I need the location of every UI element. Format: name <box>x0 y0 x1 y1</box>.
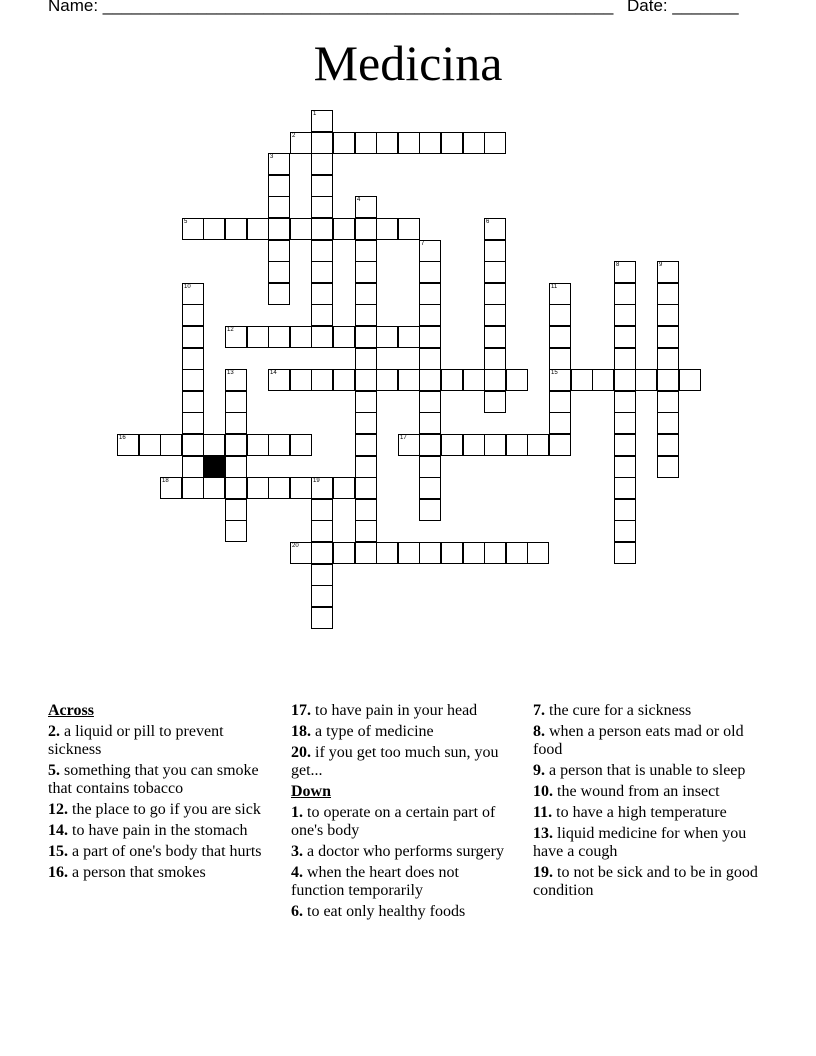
clue-number-label: 1. <box>291 804 303 821</box>
grid-cell[interactable] <box>311 132 333 154</box>
clue-number-label: 16. <box>48 864 68 881</box>
grid-cell[interactable] <box>311 283 333 305</box>
grid-cell[interactable] <box>290 218 312 240</box>
clue-text: when the heart does not function temporarily <box>291 864 459 899</box>
grid-cell[interactable] <box>614 412 636 434</box>
grid-cell[interactable] <box>614 261 636 283</box>
grid-cell[interactable] <box>311 218 333 240</box>
clue-number: 16 <box>119 435 126 441</box>
clue-number: 9 <box>659 262 663 268</box>
grid-cell[interactable] <box>268 369 290 391</box>
grid-cell[interactable] <box>117 434 139 456</box>
grid-cell[interactable] <box>614 456 636 478</box>
grid-cell[interactable] <box>549 304 571 326</box>
grid-cell[interactable] <box>463 542 485 564</box>
grid-cell[interactable] <box>268 283 290 305</box>
grid-cell[interactable] <box>419 477 441 499</box>
grid-cell[interactable] <box>376 369 398 391</box>
clue-item <box>533 783 763 801</box>
grid-cell[interactable] <box>398 434 420 456</box>
grid-cell[interactable] <box>484 369 506 391</box>
grid-cell[interactable] <box>182 391 204 413</box>
grid-cell[interactable] <box>484 434 506 456</box>
grid-cell[interactable] <box>225 412 247 434</box>
grid-cell[interactable] <box>484 326 506 348</box>
grid-cell[interactable] <box>355 283 377 305</box>
grid-cell[interactable] <box>614 477 636 499</box>
grid-cell[interactable] <box>182 412 204 434</box>
grid-cell[interactable] <box>657 326 679 348</box>
grid-cell[interactable] <box>571 369 593 391</box>
grid-cell[interactable] <box>182 283 204 305</box>
clue-number-label: 2. <box>48 723 60 740</box>
grid-cell[interactable] <box>355 456 377 478</box>
clue-number-label: 5. <box>48 762 60 779</box>
clue-item <box>48 822 273 840</box>
grid-cell[interactable] <box>419 542 441 564</box>
grid-cell[interactable] <box>203 434 225 456</box>
grid-cell[interactable] <box>506 369 528 391</box>
grid-cell[interactable] <box>247 434 269 456</box>
grid-cell[interactable] <box>527 542 549 564</box>
grid-cell[interactable] <box>419 412 441 434</box>
grid-cell[interactable] <box>657 412 679 434</box>
clue-number: 17 <box>400 435 407 441</box>
grid-cell[interactable] <box>355 348 377 370</box>
grid-cell[interactable] <box>419 391 441 413</box>
grid-cell[interactable] <box>355 132 377 154</box>
clue-text: something that you can smoke that contains tobacco <box>48 762 259 797</box>
grid-cell[interactable] <box>549 434 571 456</box>
grid-cell[interactable] <box>419 326 441 348</box>
grid-cell[interactable] <box>484 348 506 370</box>
clue-text: to have a high temperature <box>552 804 727 821</box>
grid-cell[interactable] <box>441 542 463 564</box>
clue-number: 11 <box>551 284 558 290</box>
grid-cell[interactable] <box>376 542 398 564</box>
clue-text: to not be sick and to be in good condition <box>533 864 758 899</box>
clue-item <box>48 801 273 819</box>
grid-cell[interactable] <box>311 607 333 629</box>
clue-number-label: 8. <box>533 723 545 740</box>
grid-cell[interactable] <box>614 391 636 413</box>
grid-cell[interactable] <box>311 477 333 499</box>
grid-cell[interactable] <box>506 542 528 564</box>
grid-cell[interactable] <box>311 175 333 197</box>
clue-number-label: 9. <box>533 762 545 779</box>
grid-cell[interactable] <box>182 326 204 348</box>
grid-cell[interactable] <box>419 434 441 456</box>
clue-item <box>291 723 516 741</box>
grid-cell[interactable] <box>419 283 441 305</box>
clue-number-label: 10. <box>533 783 553 800</box>
grid-cell[interactable] <box>657 434 679 456</box>
clue-number: 6 <box>486 219 490 225</box>
clue-number-label: 6. <box>291 903 303 920</box>
clue-number: 10 <box>184 284 191 290</box>
grid-cell[interactable] <box>311 499 333 521</box>
grid-cell[interactable] <box>419 304 441 326</box>
grid-cell[interactable] <box>376 132 398 154</box>
grid-cell[interactable] <box>419 456 441 478</box>
grid-cell[interactable] <box>225 456 247 478</box>
grid-cell[interactable] <box>419 261 441 283</box>
grid-cell[interactable] <box>355 542 377 564</box>
grid-cell[interactable] <box>290 132 312 154</box>
grid-cell[interactable] <box>182 434 204 456</box>
grid-cell[interactable] <box>419 132 441 154</box>
grid-cell[interactable] <box>614 304 636 326</box>
grid-cell[interactable] <box>355 520 377 542</box>
grid-cell[interactable] <box>441 434 463 456</box>
grid-cell[interactable] <box>225 520 247 542</box>
grid-cell[interactable] <box>333 542 355 564</box>
clue-text: to operate on a certain part of one's body <box>291 804 496 839</box>
grid-cell[interactable] <box>182 369 204 391</box>
grid-cell[interactable] <box>614 542 636 564</box>
grid-cell[interactable] <box>549 391 571 413</box>
grid-cell[interactable] <box>657 391 679 413</box>
grid-cell[interactable] <box>484 218 506 240</box>
clue-text: a doctor who performs surgery <box>303 843 504 860</box>
grid-cell[interactable] <box>268 175 290 197</box>
grid-cell[interactable] <box>311 153 333 175</box>
grid-cell[interactable] <box>290 542 312 564</box>
grid-cell[interactable] <box>398 542 420 564</box>
clue-number-label: 4. <box>291 864 303 881</box>
grid-cell[interactable] <box>225 218 247 240</box>
grid-cell[interactable] <box>247 477 269 499</box>
grid-cell[interactable] <box>290 434 312 456</box>
grid-cell[interactable] <box>268 218 290 240</box>
clue-number-label: 20. <box>291 744 311 761</box>
black-cell <box>203 456 225 478</box>
clue-item <box>533 864 763 900</box>
grid-cell[interactable] <box>268 326 290 348</box>
grid-cell[interactable] <box>355 261 377 283</box>
grid-cell[interactable] <box>419 348 441 370</box>
clue-text: a part of one's body that hurts <box>68 843 262 860</box>
clue-number: 7 <box>421 241 425 247</box>
grid-cell[interactable] <box>419 369 441 391</box>
grid-cell[interactable] <box>333 369 355 391</box>
grid-cell[interactable] <box>311 585 333 607</box>
clue-number: 15 <box>551 370 558 376</box>
grid-cell[interactable] <box>398 132 420 154</box>
clue-number-label: 7. <box>533 702 545 719</box>
grid-cell[interactable] <box>290 477 312 499</box>
clue-text: to have pain in the stomach <box>68 822 248 839</box>
clue-text: a person that is unable to sleep <box>545 762 746 779</box>
grid-cell[interactable] <box>139 434 161 456</box>
grid-cell[interactable] <box>506 434 528 456</box>
grid-cell[interactable] <box>398 369 420 391</box>
grid-cell[interactable] <box>549 348 571 370</box>
grid-cell[interactable] <box>311 240 333 262</box>
grid-cell[interactable] <box>311 304 333 326</box>
grid-cell[interactable] <box>311 110 333 132</box>
grid-cell[interactable] <box>268 261 290 283</box>
clue-item <box>533 825 763 861</box>
grid-cell[interactable] <box>182 304 204 326</box>
grid-cell[interactable] <box>182 477 204 499</box>
clue-number: 13 <box>227 370 234 376</box>
grid-cell[interactable] <box>311 326 333 348</box>
puzzle-title: Medicina <box>313 35 503 91</box>
clue-text: the place to go if you are sick <box>68 801 261 818</box>
grid-cell[interactable] <box>614 369 636 391</box>
clue-text: a person that smokes <box>68 864 206 881</box>
clue-number-label: 3. <box>291 843 303 860</box>
clue-item <box>291 804 516 840</box>
grid-cell[interactable] <box>225 326 247 348</box>
grid-cell[interactable] <box>225 434 247 456</box>
clue-text: liquid medicine for when you have a cough <box>533 825 747 860</box>
clue-item <box>291 702 516 720</box>
grid-cell[interactable] <box>614 520 636 542</box>
grid-cell[interactable] <box>419 499 441 521</box>
clue-number-label: 17. <box>291 702 311 719</box>
clue-number: 2 <box>292 133 296 139</box>
grid-cell[interactable] <box>463 434 485 456</box>
grid-cell[interactable] <box>182 218 204 240</box>
grid-cell[interactable] <box>355 477 377 499</box>
grid-cell[interactable] <box>355 369 377 391</box>
grid-cell[interactable] <box>355 240 377 262</box>
grid-cell[interactable] <box>614 434 636 456</box>
grid-cell[interactable] <box>333 326 355 348</box>
grid-cell[interactable] <box>247 326 269 348</box>
grid-cell[interactable] <box>679 369 701 391</box>
grid-cell[interactable] <box>441 369 463 391</box>
grid-cell[interactable] <box>311 564 333 586</box>
clue-number-label: 12. <box>48 801 68 818</box>
grid-cell[interactable] <box>355 218 377 240</box>
clue-number-label: 14. <box>48 822 68 839</box>
grid-cell[interactable] <box>657 456 679 478</box>
grid-cell[interactable] <box>311 520 333 542</box>
grid-cell[interactable] <box>203 218 225 240</box>
clue-number: 1 <box>313 111 317 117</box>
grid-cell[interactable] <box>355 391 377 413</box>
grid-cell[interactable] <box>333 477 355 499</box>
grid-cell[interactable] <box>268 153 290 175</box>
clue-item <box>533 723 763 759</box>
grid-cell[interactable] <box>657 261 679 283</box>
clue-column-3 <box>533 702 763 903</box>
grid-cell[interactable] <box>657 283 679 305</box>
grid-cell[interactable] <box>268 240 290 262</box>
grid-cell[interactable] <box>549 412 571 434</box>
down-heading: Down <box>291 783 332 800</box>
clue-text: the wound from an insect <box>553 783 720 800</box>
grid-cell[interactable] <box>311 261 333 283</box>
clue-item <box>533 804 763 822</box>
grid-cell[interactable] <box>376 326 398 348</box>
grid-cell[interactable] <box>419 240 441 262</box>
clue-number: 19 <box>313 478 320 484</box>
grid-cell[interactable] <box>160 434 182 456</box>
clue-text: to eat only healthy foods <box>303 903 466 920</box>
grid-cell[interactable] <box>355 326 377 348</box>
clue-text: to have pain in your head <box>311 702 478 719</box>
grid-cell[interactable] <box>398 326 420 348</box>
grid-cell[interactable] <box>614 348 636 370</box>
clue-number-label: 19. <box>533 864 553 881</box>
grid-cell[interactable] <box>463 132 485 154</box>
clue-item <box>48 843 273 861</box>
grid-cell[interactable] <box>527 434 549 456</box>
clue-column-2 <box>291 702 516 924</box>
grid-cell[interactable] <box>311 196 333 218</box>
grid-cell[interactable] <box>225 391 247 413</box>
date-field-label: Date: _______ <box>627 0 739 15</box>
clue-column-1 <box>48 702 273 885</box>
grid-cell[interactable] <box>657 304 679 326</box>
name-field-label: Name: ______________________________________________________ <box>48 0 614 15</box>
grid-cell[interactable] <box>484 542 506 564</box>
clue-number: 20 <box>292 543 299 549</box>
grid-cell[interactable] <box>311 542 333 564</box>
clue-number: 8 <box>616 262 620 268</box>
clue-item <box>533 702 763 720</box>
clue-text: when a person eats mad or old food <box>533 723 744 758</box>
clue-item <box>48 762 273 798</box>
grid-cell[interactable] <box>484 304 506 326</box>
grid-cell[interactable] <box>268 434 290 456</box>
clue-number-label: 13. <box>533 825 553 842</box>
clue-item <box>291 744 516 780</box>
grid-cell[interactable] <box>441 132 463 154</box>
grid-cell[interactable] <box>268 196 290 218</box>
grid-cell[interactable] <box>290 369 312 391</box>
clue-text: a liquid or pill to prevent sickness <box>48 723 224 758</box>
grid-cell[interactable] <box>225 477 247 499</box>
grid-cell[interactable] <box>355 434 377 456</box>
grid-cell[interactable] <box>484 132 506 154</box>
clue-item <box>533 762 763 780</box>
clue-number: 3 <box>270 154 274 160</box>
clue-item <box>48 864 273 882</box>
grid-cell[interactable] <box>355 499 377 521</box>
clue-number: 12 <box>227 327 234 333</box>
grid-cell[interactable] <box>247 218 269 240</box>
clue-text: the cure for a sickness <box>545 702 692 719</box>
grid-cell[interactable] <box>484 261 506 283</box>
grid-cell[interactable] <box>333 132 355 154</box>
grid-cell[interactable] <box>376 218 398 240</box>
grid-cell[interactable] <box>614 499 636 521</box>
grid-cell[interactable] <box>549 283 571 305</box>
clue-item <box>291 864 516 900</box>
grid-cell[interactable] <box>290 326 312 348</box>
grid-cell[interactable] <box>614 326 636 348</box>
clue-number: 14 <box>270 370 277 376</box>
grid-cell[interactable] <box>484 283 506 305</box>
clue-item <box>291 903 516 921</box>
clue-item <box>291 843 516 861</box>
grid-cell[interactable] <box>355 196 377 218</box>
clue-text: a type of medicine <box>311 723 434 740</box>
clue-number-label: 11. <box>533 804 553 821</box>
across-heading: Across <box>48 702 94 719</box>
grid-cell[interactable] <box>268 477 290 499</box>
grid-cell[interactable] <box>355 412 377 434</box>
grid-cell[interactable] <box>311 369 333 391</box>
grid-cell[interactable] <box>333 218 355 240</box>
grid-cell[interactable] <box>614 283 636 305</box>
grid-cell[interactable] <box>657 348 679 370</box>
grid-cell[interactable] <box>225 499 247 521</box>
clue-number-label: 18. <box>291 723 311 740</box>
clue-number: 5 <box>184 219 188 225</box>
grid-cell[interactable] <box>635 369 657 391</box>
grid-cell[interactable] <box>549 326 571 348</box>
grid-cell[interactable] <box>225 369 247 391</box>
clue-number: 4 <box>357 197 361 203</box>
grid-cell[interactable] <box>463 369 485 391</box>
clue-number: 18 <box>162 478 169 484</box>
clue-item <box>48 723 273 759</box>
grid-cell[interactable] <box>355 304 377 326</box>
grid-cell[interactable] <box>203 477 225 499</box>
grid-cell[interactable] <box>398 218 420 240</box>
grid-cell[interactable] <box>182 348 204 370</box>
grid-cell[interactable] <box>657 369 679 391</box>
grid-cell[interactable] <box>484 391 506 413</box>
grid-cell[interactable] <box>592 369 614 391</box>
clue-text: if you get too much sun, you get... <box>291 744 499 779</box>
grid-cell[interactable] <box>484 240 506 262</box>
grid-cell[interactable] <box>549 369 571 391</box>
grid-cell[interactable] <box>160 477 182 499</box>
grid-cell[interactable] <box>182 456 204 478</box>
clue-number-label: 15. <box>48 843 68 860</box>
